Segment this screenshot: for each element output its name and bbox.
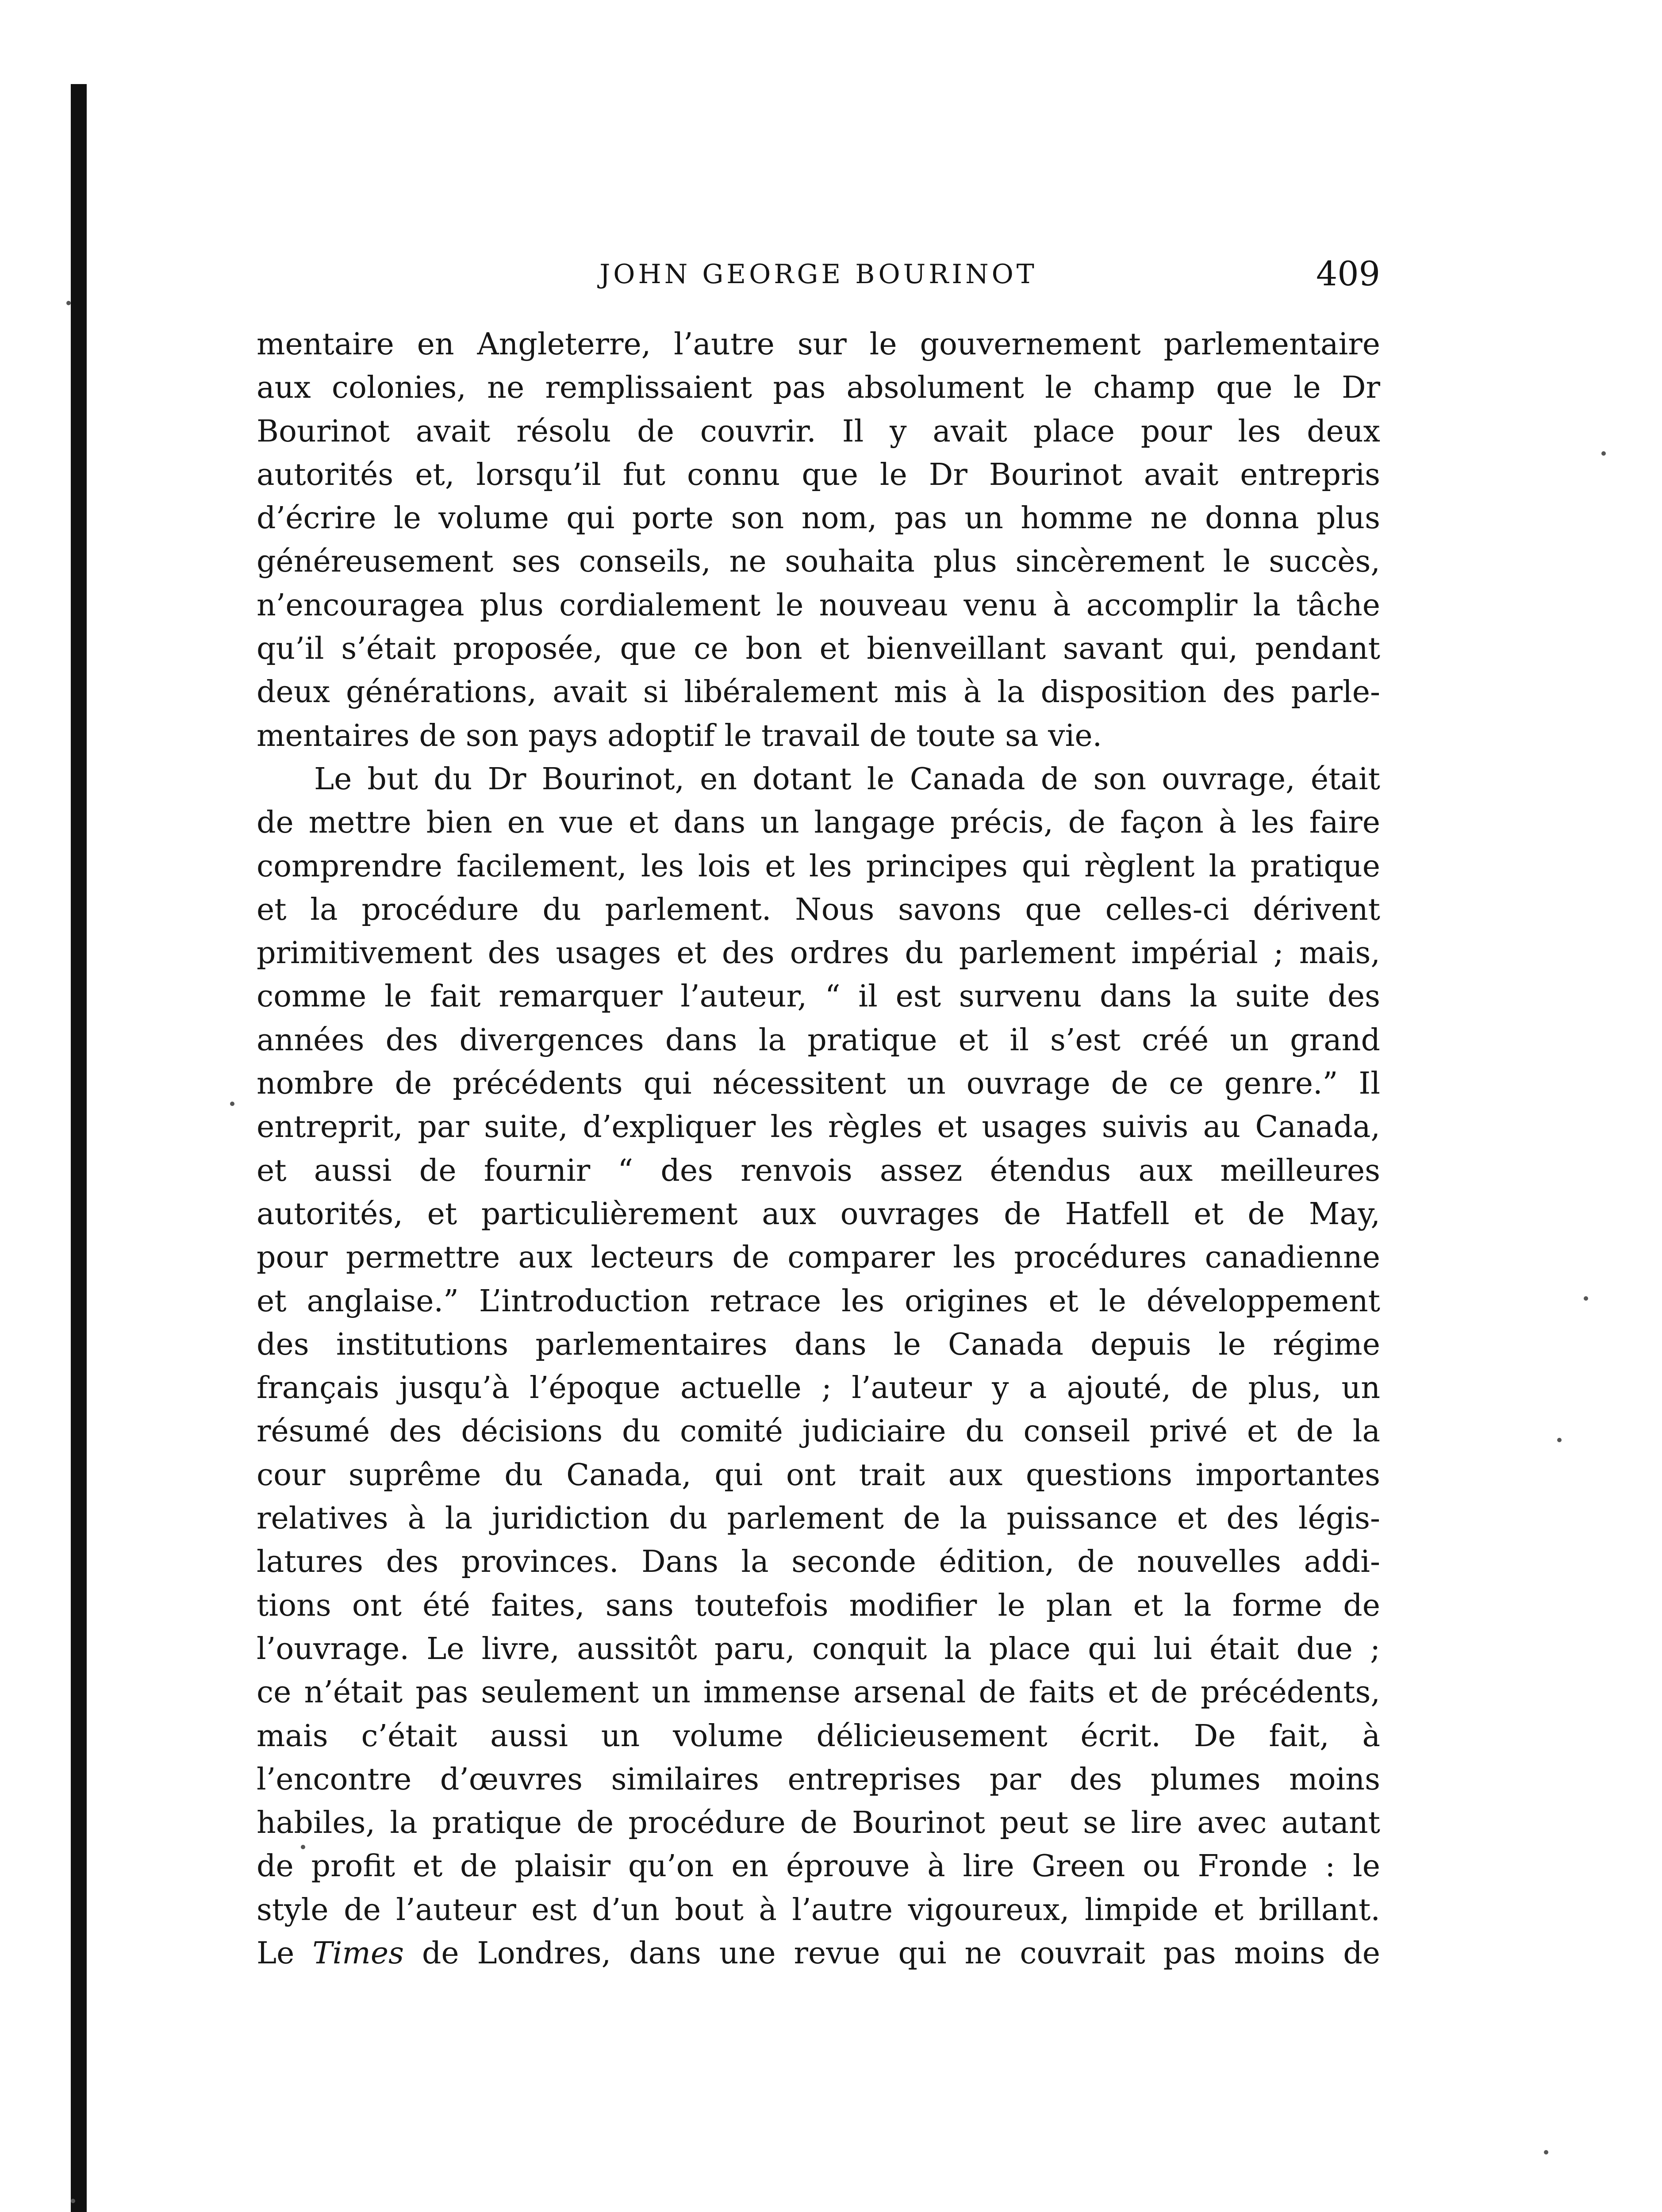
text-line: aux colonies, ne remplissaient pas absolument le champ que le Dr	[257, 370, 1380, 406]
text-line: et aussi de fournir “ des renvois assez étendus aux meilleures	[257, 1153, 1380, 1188]
text-line: français jusqu’à l’époque actuelle ; l’auteur y a ajouté, de plus, un	[257, 1371, 1380, 1406]
text-line: et la procédure du parlement. Nous savons que celles-ci dérivent	[257, 892, 1380, 927]
running-head	[257, 254, 1380, 294]
text-line: pour permettre aux lecteurs de comparer les procédures canadienne	[257, 1240, 1380, 1275]
text-line: ce n’était pas seulement un immense arsenal de faits et de précédents,	[257, 1675, 1380, 1710]
paper-speck	[230, 1102, 234, 1106]
text-line: et anglaise.” L’introduction retrace les origines et le développement	[257, 1283, 1380, 1319]
text-line: entreprit, par suite, d’expliquer les règles et usages suivis au Canada,	[257, 1110, 1380, 1145]
text-line: primitivement des usages et des ordres du parlement impérial ; mais,	[257, 936, 1380, 971]
paper-speck	[71, 2199, 75, 2203]
text-line: l’ouvrage. Le livre, aussitôt paru, conquit la place qui lui était due ;	[257, 1631, 1380, 1667]
running-title: JOHN GEORGE BOURINOT	[599, 259, 1037, 290]
binding-edge	[71, 84, 87, 2212]
text-line: l’encontre d’œuvres similaires entreprises par des plumes moins	[257, 1762, 1380, 1797]
text-line: mentaire en Angleterre, l’autre sur le gouvernement parlementaire	[257, 327, 1380, 362]
text-line	[257, 1932, 1380, 1975]
text-line: comme le fait remarquer l’auteur, “ il est survenu dans la suite des	[257, 979, 1380, 1014]
text-line: mais c’était aussi un volume délicieusement écrit. De fait, à	[257, 1718, 1380, 1754]
text-line: autorités et, lorsqu’il fut connu que le Dr Bourinot avait entrepris	[257, 457, 1380, 492]
text-line: tions ont été faites, sans toutefois modifier le plan et la forme de	[257, 1588, 1380, 1623]
paragraph-bourinot-purpose	[257, 758, 1380, 1975]
text-line: nombre de précédents qui nécessitent un ouvrage de ce genre.” Il	[257, 1066, 1380, 1102]
text-line: de mettre bien en vue et dans un langage précis, de façon à les faire	[257, 805, 1380, 841]
page-number: 409	[1316, 254, 1380, 293]
text-line: années des divergences dans la pratique et il s’est créé un grand	[257, 1022, 1380, 1058]
text-line: généreusement ses conseils, ne souhaita plus sincèrement le succès,	[257, 544, 1380, 580]
text-line: Le but du Dr Bourinot, en dotant le Canada de son ouvrage, était	[314, 761, 1380, 797]
paper-speck	[1601, 451, 1606, 456]
text-line: latures des provinces. Dans la seconde édition, de nouvelles addi-	[257, 1544, 1380, 1580]
body-text	[257, 323, 1380, 1975]
text-line: style de l’auteur est d’un bout à l’autre vigoureux, limpide et brillant.	[257, 1892, 1380, 1928]
text-line: Bourinot avait résolu de couvrir. Il y avait place pour les deux	[257, 414, 1380, 449]
text-line: qu’il s’était proposée, que ce bon et bienveillant savant qui, pendant	[257, 631, 1380, 667]
text-line: d’écrire le volume qui porte son nom, pas un homme ne donna plus	[257, 501, 1380, 536]
text-line: autorités, et particulièrement aux ouvrages de Hatfell et de May,	[257, 1196, 1380, 1232]
newspaper-title: Times	[312, 1936, 404, 1971]
text-line: de profit et de plaisir qu’on en éprouve à lire Green ou Fronde : le	[257, 1849, 1380, 1884]
paper-speck	[1557, 1438, 1562, 1442]
text-line: cour suprême du Canada, qui ont trait aux questions importantes	[257, 1457, 1380, 1493]
paragraph-continued	[257, 323, 1380, 758]
text-line: résumé des décisions du comité judiciaire du conseil privé et de la	[257, 1414, 1380, 1449]
text-line: des institutions parlementaires dans le Canada depuis le régime	[257, 1327, 1380, 1362]
paper-speck	[1584, 1296, 1588, 1301]
text-fragment: Le	[257, 1936, 313, 1971]
text-line: mentaires de son pays adoptif le travail de toute sa vie.	[257, 718, 1102, 753]
text-line: relatives à la juridiction du parlement de la puissance et des légis-	[257, 1501, 1380, 1536]
text-line: n’encouragea plus cordialement le nouveau venu à accomplir la tâche	[257, 588, 1380, 623]
text-line: comprendre facilement, les lois et les principes qui règlent la pratique	[257, 849, 1380, 884]
text-line: habiles, la pratique de procédure de Bourinot peut se lire avec autant	[257, 1805, 1380, 1841]
text-line: deux générations, avait si libéralement mis à la disposition des parle-	[257, 675, 1380, 710]
paper-speck	[1544, 2150, 1548, 2154]
text-fragment: de Londres, dans une revue qui ne couvrait pas moins de	[404, 1936, 1380, 1971]
paper-speck	[66, 301, 71, 305]
